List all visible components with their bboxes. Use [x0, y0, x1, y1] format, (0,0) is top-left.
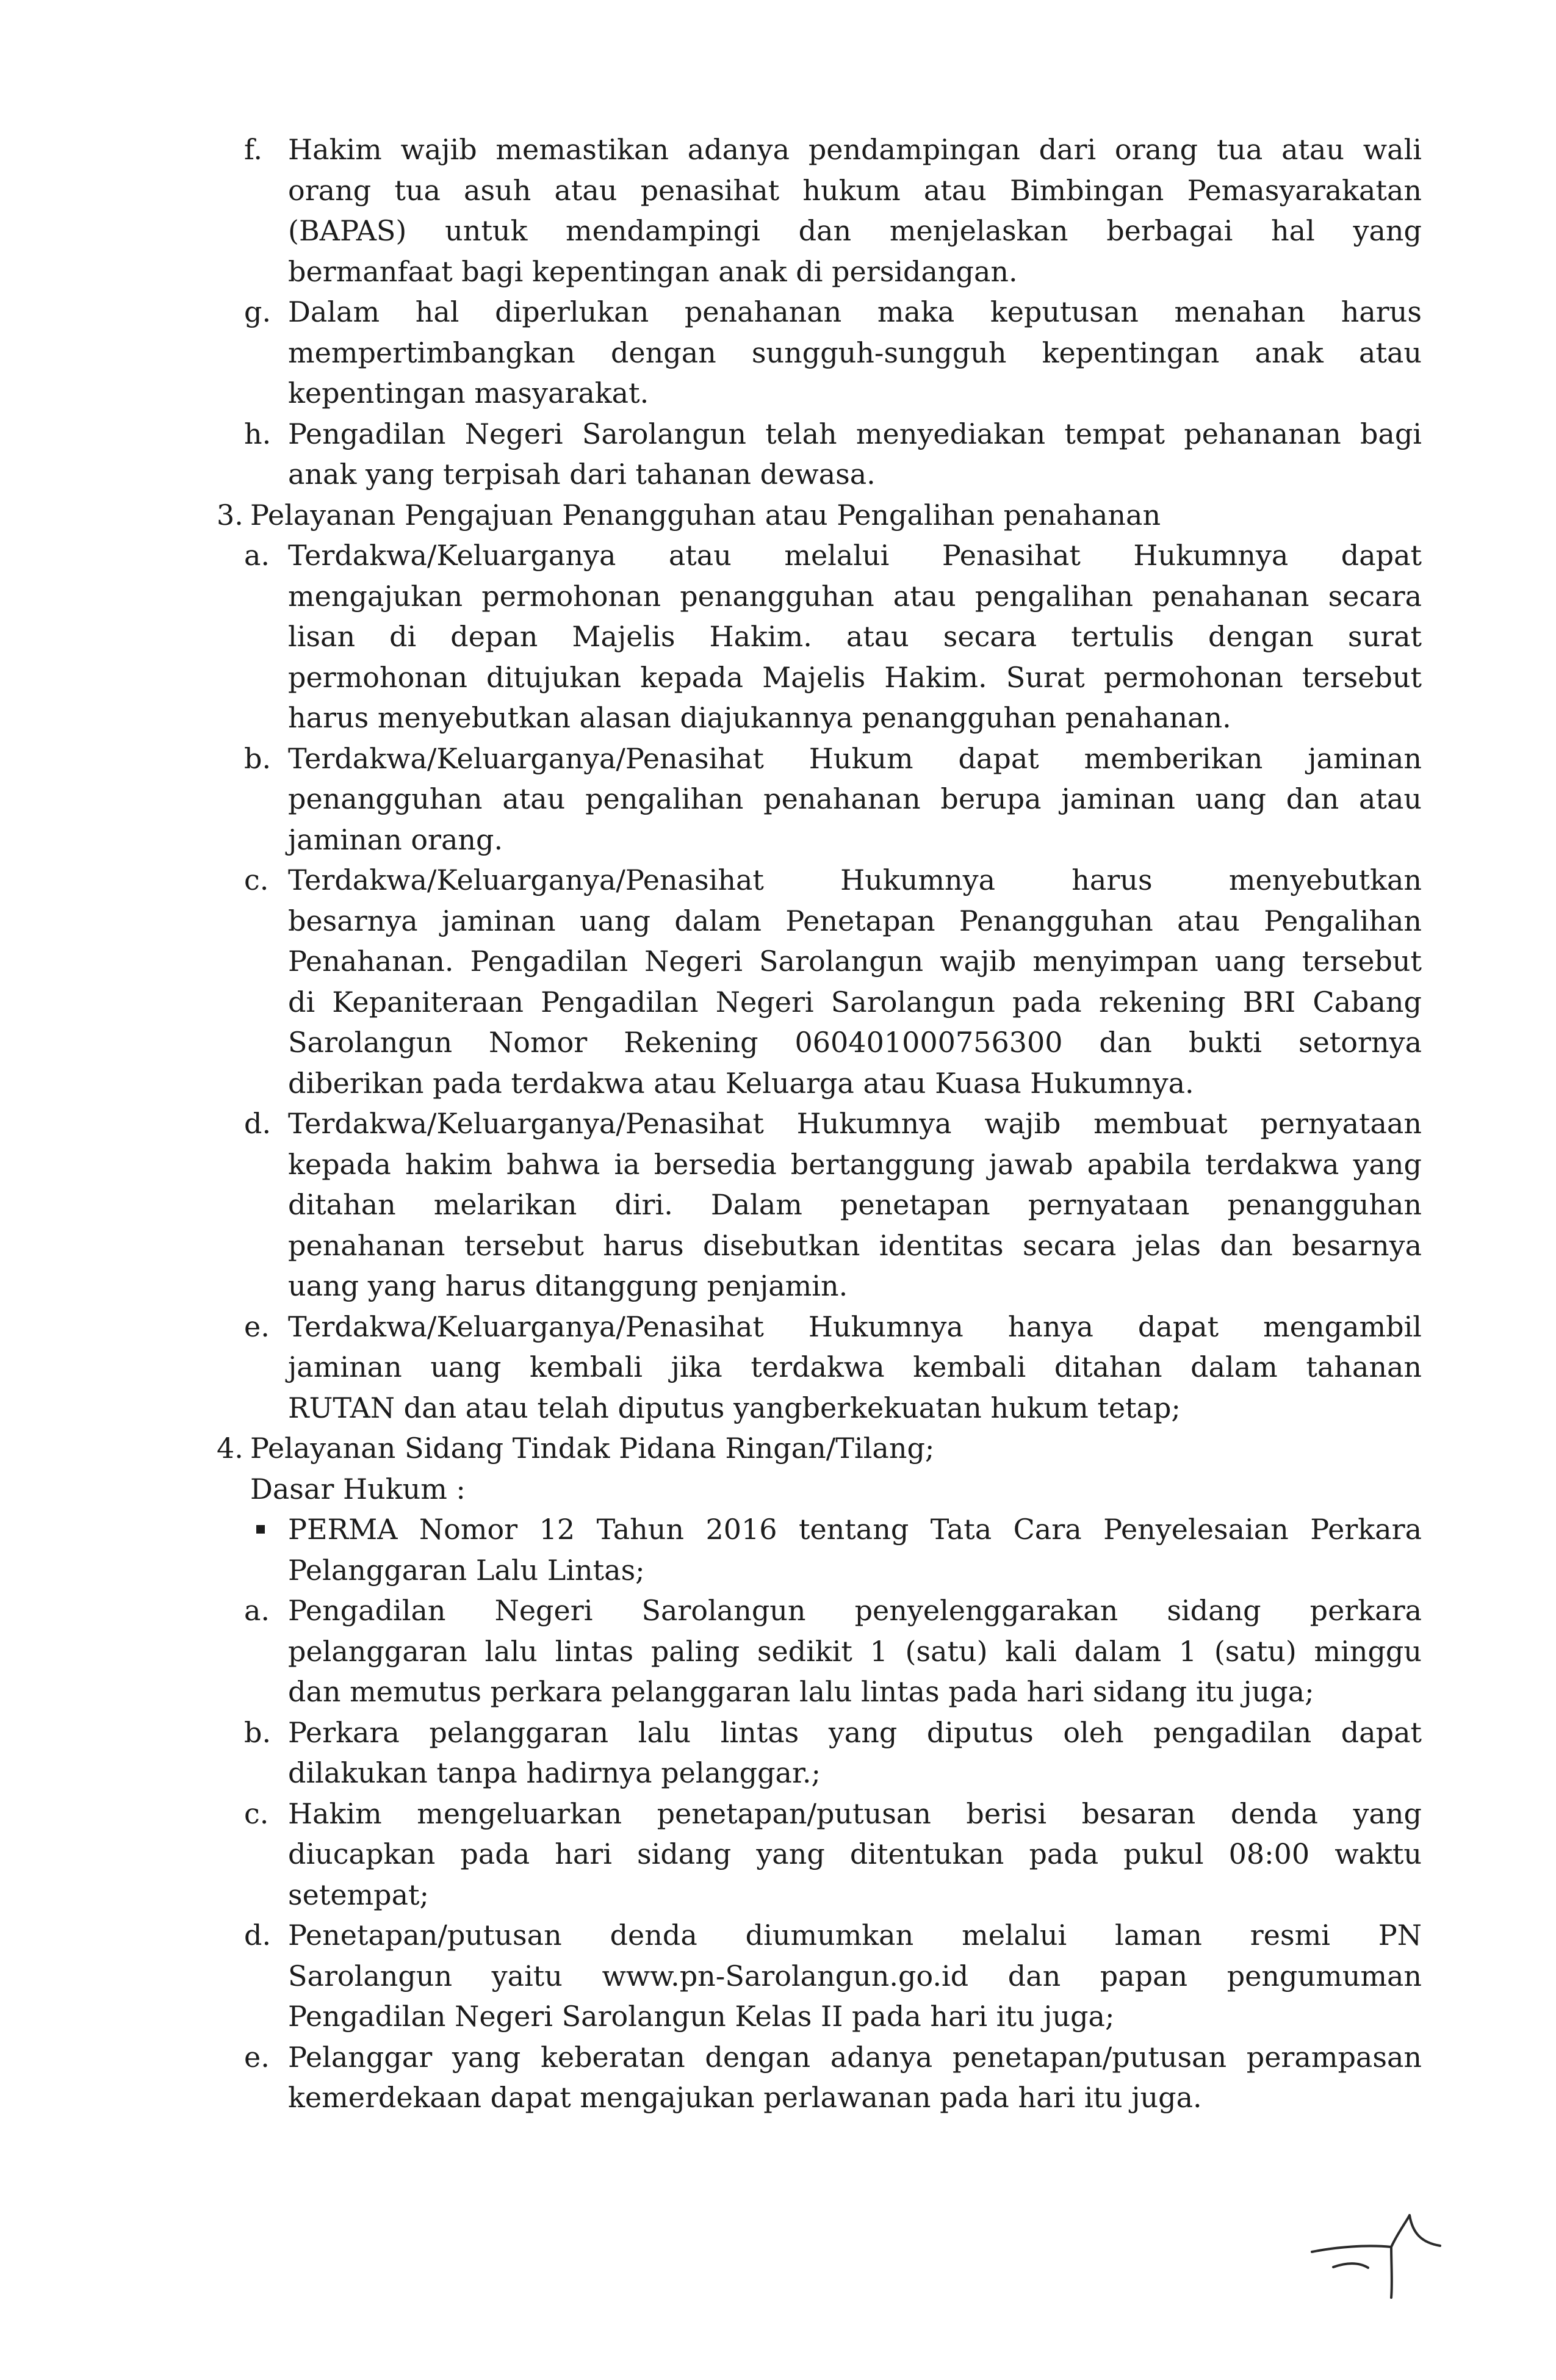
section-3-item-a-line: permohonan ditujukan kepada Majelis Hakim. Surat permohonan tersebut	[288, 660, 1422, 694]
item-f-marker: f.	[244, 133, 263, 166]
section-3-item-d-line: penahanan tersebut harus disebutkan identitas secara jelas dan besarnya	[288, 1228, 1422, 1262]
section-3-item-c-line: di Kepaniteraan Pengadilan Negeri Sarolangun pada rekening BRI Cabang	[288, 985, 1422, 1019]
section-4-item-e-line: kemerdekaan dapat mengajukan perlawanan pada hari itu juga.	[288, 2081, 1202, 2114]
section-4-item-d-line: Penetapan/putusan denda diumumkan melalui laman resmi PN	[288, 1919, 1422, 1952]
item-g-line: Dalam hal diperlukan penahanan maka keputusan menahan harus	[288, 295, 1422, 328]
item-h-marker: h.	[244, 417, 272, 450]
section-3-item-b-line: penangguhan atau pengalihan penahanan berupa jaminan uang dan atau	[288, 782, 1422, 815]
handwritten-initial-signature	[1300, 2209, 1458, 2301]
section-4-item-c-line: setempat;	[288, 1878, 430, 1911]
section-4-item-d-line: Pengadilan Negeri Sarolangun Kelas II pada hari itu juga;	[288, 2000, 1115, 2033]
item-h-line: anak yang terpisah dari tahanan dewasa.	[288, 458, 876, 491]
section-4-item-d-marker: d.	[244, 1919, 272, 1952]
section-3-item-e-line: jaminan uang kembali jika terdakwa kembali ditahan dalam tahanan	[288, 1350, 1422, 1383]
section-3-item-c-marker: c.	[244, 864, 269, 896]
section-3-item-e-line: RUTAN dan atau telah diputus yangberkekuatan hukum tetap;	[288, 1391, 1181, 1424]
item-g-line: mempertimbangkan dengan sungguh-sungguh kepentingan anak atau	[288, 336, 1422, 369]
section-3-item-d-line: ditahan melarikan diri. Dalam penetapan pernyataan penangguhan	[288, 1188, 1422, 1221]
bullet-square-icon	[256, 1525, 265, 1534]
section-3-item-a-line: mengajukan permohonan penangguhan atau pengalihan penahanan secara	[288, 579, 1422, 613]
section-4-item-a-line: pelanggaran lalu lintas paling sedikit 1 (satu) kali dalam 1 (satu) minggu	[288, 1634, 1422, 1668]
section-4-item-a-marker: a.	[244, 1594, 270, 1627]
section-4-item-c-marker: c.	[244, 1797, 269, 1830]
section-4-item-b-marker: b.	[244, 1715, 272, 1749]
item-f-line: bermanfaat bagi kepentingan anak di persidangan.	[288, 254, 1018, 288]
section-3-item-c-line: besarnya jaminan uang dalam Penetapan Penangguhan atau Pengalihan	[288, 904, 1422, 937]
section-4-item-d-line: Sarolangun yaitu www.pn-Sarolangun.go.id dan papan pengumuman	[288, 1959, 1422, 1992]
section-3-item-e-line: Terdakwa/Keluarganya/Penasihat Hukumnya hanya dapat mengambil	[288, 1310, 1422, 1343]
section-3-item-d-line: Terdakwa/Keluarganya/Penasihat Hukumnya wajib membuat pernyataan	[288, 1107, 1422, 1140]
section-4-item-e-line: Pelanggar yang keberatan dengan adanya penetapan/putusan perampasan	[288, 2040, 1422, 2074]
section-3-item-c-line: Sarolangun Nomor Rekening 060401000756300 dan bukti setornya	[288, 1026, 1422, 1059]
legal-basis-label: Dasar Hukum :	[250, 1472, 466, 1506]
section-3-item-c-line: diberikan pada terdakwa atau Keluarga atau Kuasa Hukumnya.	[288, 1066, 1194, 1100]
section-3-item-a-marker: a.	[244, 539, 270, 572]
section-4-item-b-line: Perkara pelanggaran lalu lintas yang diputus oleh pengadilan dapat	[288, 1715, 1422, 1749]
section-3-item-c-line: Penahanan. Pengadilan Negeri Sarolangun wajib menyimpan uang tersebut	[288, 945, 1422, 978]
section-3-item-b-line: jaminan orang.	[288, 823, 503, 856]
section-4-item-a-line: Pengadilan Negeri Sarolangun penyelenggarakan sidang perkara	[288, 1594, 1422, 1627]
section-4-item-e-marker: e.	[244, 2040, 270, 2074]
item-g-line: kepentingan masyarakat.	[288, 377, 649, 409]
section-3-item-d-line: uang yang harus ditanggung penjamin.	[288, 1269, 848, 1302]
section-4-item-c-line: diucapkan pada hari sidang yang ditentukan pada pukul 08:00 waktu	[288, 1837, 1422, 1870]
section-3-item-e-marker: e.	[244, 1310, 270, 1343]
section-3-item-a-line: Terdakwa/Keluarganya atau melalui Penasihat Hukumnya dapat	[288, 539, 1422, 572]
legal-basis-line: PERMA Nomor 12 Tahun 2016 tentang Tata Cara Penyelesaian Perkara	[288, 1513, 1422, 1546]
section-4-item-a-line: dan memutus perkara pelanggaran lalu lintas pada hari sidang itu juga;	[288, 1675, 1314, 1708]
section-3-number: 3.	[217, 498, 243, 532]
section-4-item-b-line: dilakukan tanpa hadirnya pelanggar.;	[288, 1756, 821, 1789]
section-3-item-d-marker: d.	[244, 1107, 272, 1140]
section-3-item-c-line: Terdakwa/Keluarganya/Penasihat Hukumnya harus menyebutkan	[288, 864, 1422, 896]
item-f-line: orang tua asuh atau penasihat hukum atau Bimbingan Pemasyarakatan	[288, 173, 1422, 207]
legal-basis-line: Pelanggaran Lalu Lintas;	[288, 1553, 645, 1587]
section-3-item-a-line: lisan di depan Majelis Hakim. atau secara tertulis dengan surat	[288, 620, 1422, 653]
section-3-title: Pelayanan Pengajuan Penangguhan atau Pengalihan penahanan	[250, 498, 1161, 532]
item-g-marker: g.	[244, 295, 272, 328]
section-3-item-d-line: kepada hakim bahwa ia bersedia bertanggung jawab apabila terdakwa yang	[288, 1147, 1422, 1181]
section-3-item-a-line: harus menyebutkan alasan diajukannya penangguhan penahanan.	[288, 701, 1231, 734]
item-h-line: Pengadilan Negeri Sarolangun telah menyediakan tempat pehananan bagi	[288, 417, 1422, 450]
item-f-line: (BAPAS) untuk mendampingi dan menjelaskan berbagai hal yang	[288, 214, 1422, 247]
section-3-item-b-line: Terdakwa/Keluarganya/Penasihat Hukum dapat memberikan jaminan	[288, 741, 1422, 775]
section-4-title: Pelayanan Sidang Tindak Pidana Ringan/Tilang;	[250, 1432, 935, 1465]
section-4-item-c-line: Hakim mengeluarkan penetapan/putusan berisi besaran denda yang	[288, 1797, 1422, 1830]
item-f-line: Hakim wajib memastikan adanya pendampingan dari orang tua atau wali	[288, 133, 1422, 166]
section-3-item-b-marker: b.	[244, 741, 272, 775]
section-4-number: 4.	[217, 1432, 243, 1465]
